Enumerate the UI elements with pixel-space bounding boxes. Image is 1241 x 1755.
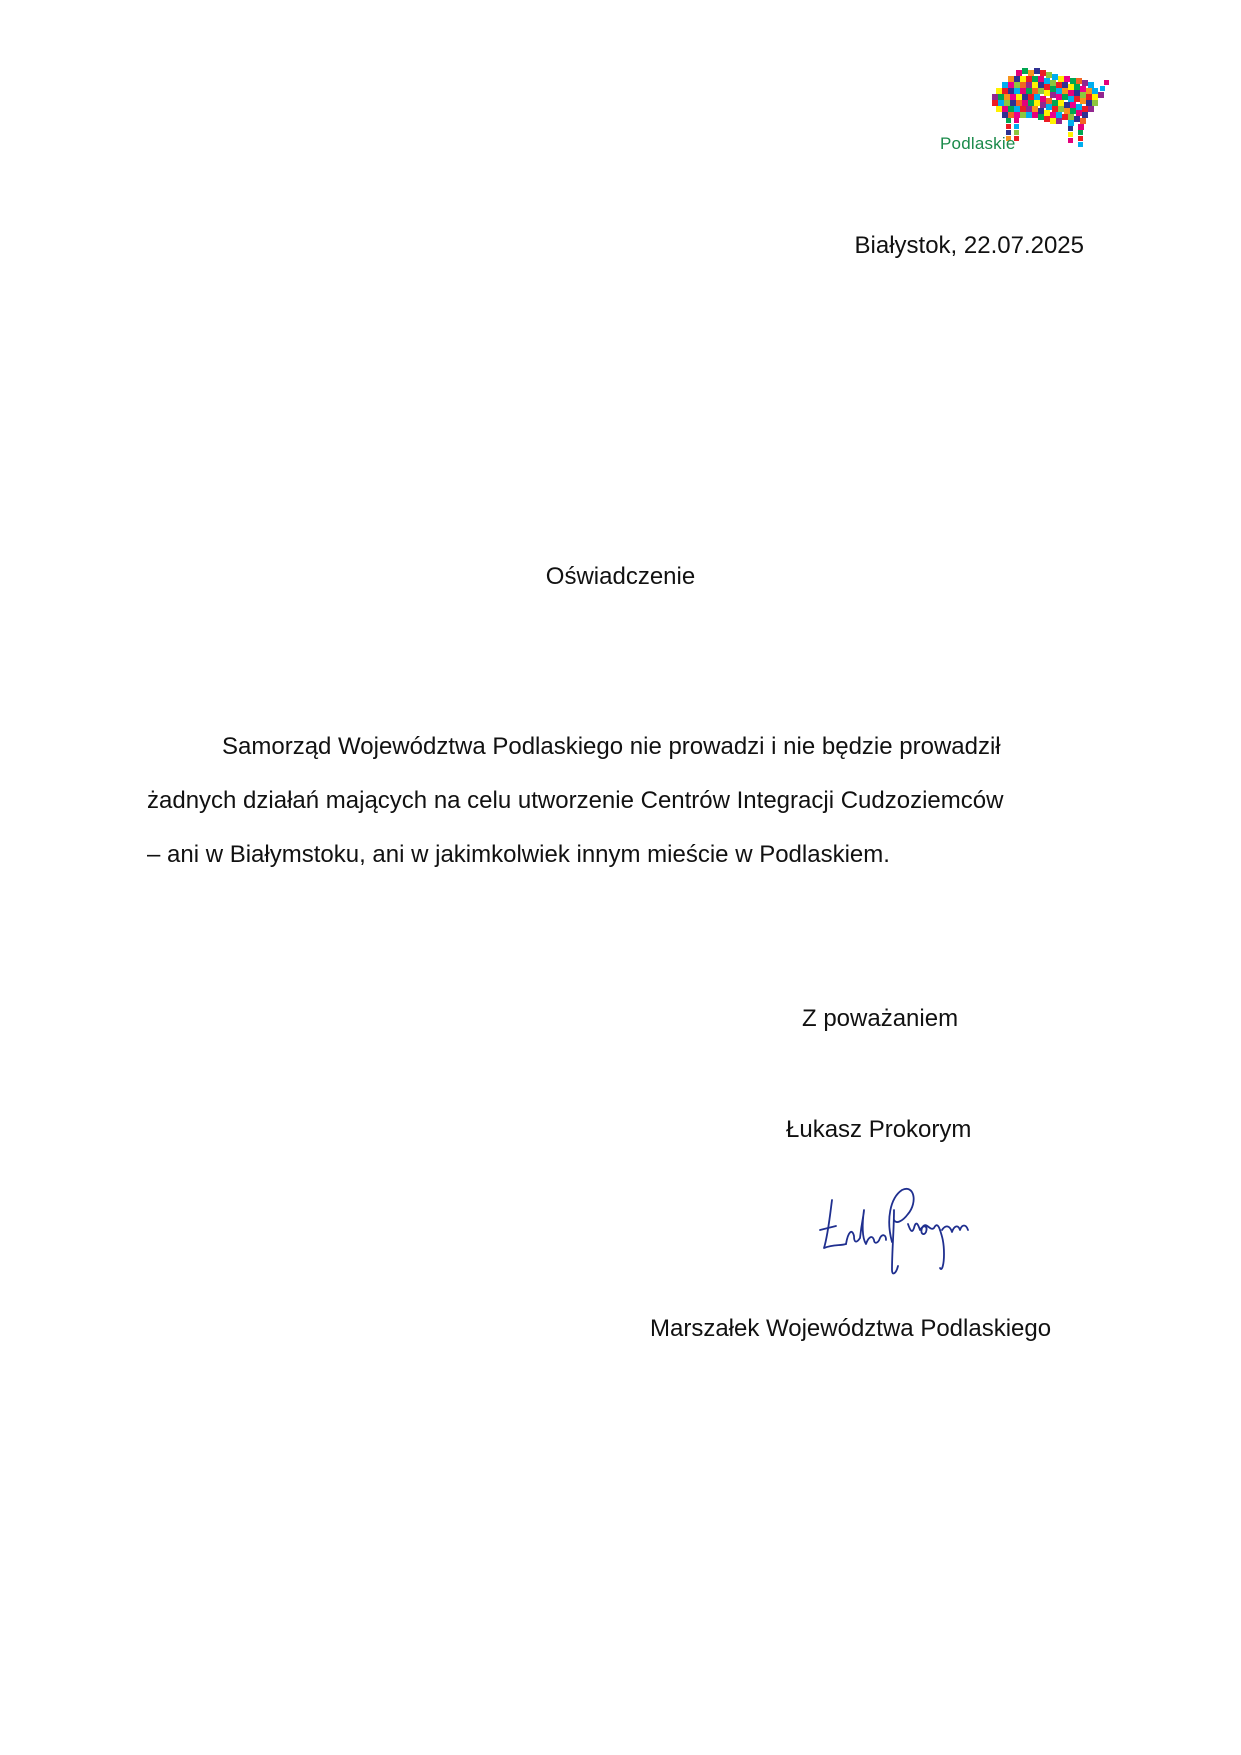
handwritten-signature	[810, 1180, 980, 1280]
closing-regards: Z poważaniem	[802, 1005, 959, 1032]
document-title-text: Oświadczenie	[545, 563, 696, 590]
statement-line-2: żadnych działań mających na celu utworzenie Centrów Integracji Cudzoziemców	[147, 787, 1004, 814]
logo-wordmark: Podlaskie	[940, 134, 1016, 153]
statement-body	[147, 720, 1093, 882]
document-title	[0, 563, 1241, 591]
statement-paragraph	[147, 720, 1093, 882]
place-and-date: Białystok, 22.07.2025	[854, 232, 1084, 259]
statement-line-3: – ani w Białymstoku, ani w jakimkolwiek innym mieście w Podlaskiem.	[147, 841, 890, 868]
signer-role: Marszałek Województwa Podlaskiego	[650, 1315, 1052, 1342]
podlaskie-logo	[940, 68, 1115, 158]
signer-name: Łukasz Prokorym	[786, 1116, 972, 1143]
signature-icon	[810, 1180, 980, 1280]
statement-line-1: Samorząd Województwa Podlaskiego nie prowadzi i nie będzie prowadził	[222, 733, 1001, 760]
